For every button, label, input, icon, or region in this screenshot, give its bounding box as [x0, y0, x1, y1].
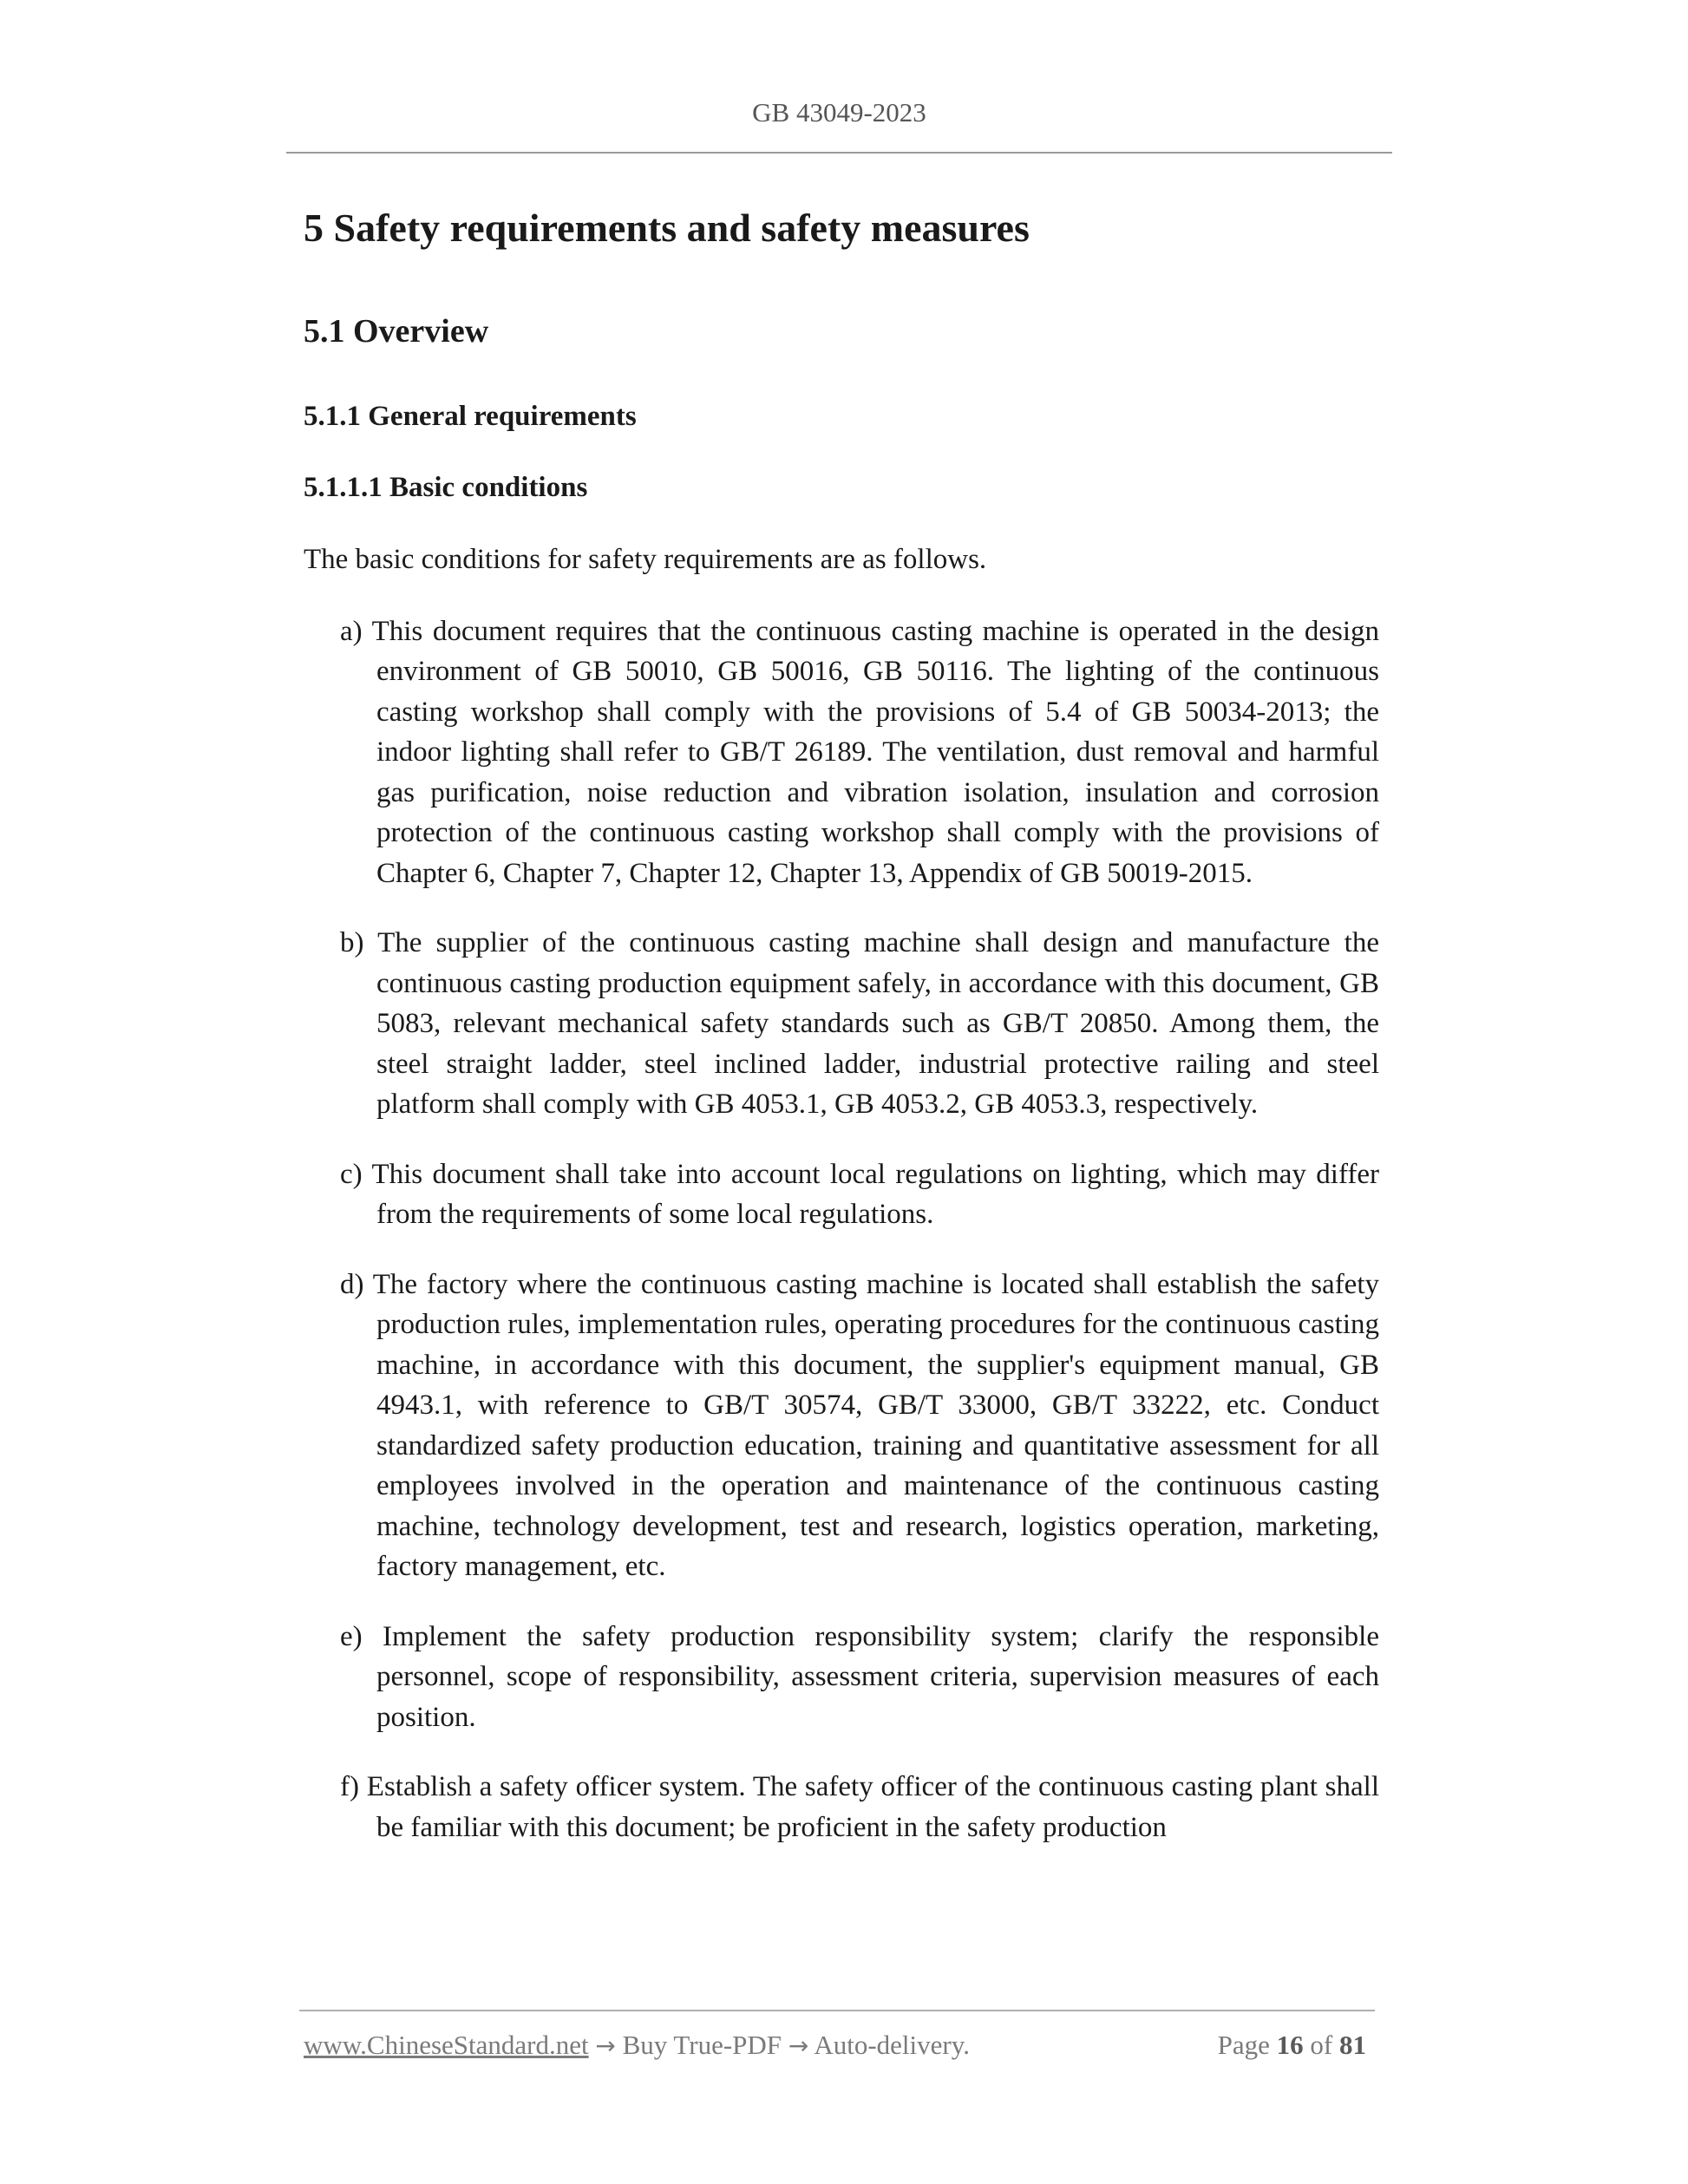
list-item-text: This document shall take into account local regulations on lighting, which may differ from the requirements of some local regulations. [371, 1158, 1379, 1230]
list-item-text: The factory where the continuous casting machine is located shall establish the safety production rules, implementation rules, operating procedures for the continuous casting machine, in accordance with this document, the supplier's equipment manual, GB 4943.1, with reference to GB/T 30574, GB/T 33000, GB/T 33222, etc. Conduct standardized safety production education, training and quantitative assessment for all employees involved in the operation and maintenance of the continuous casting machine, technology development, test and research, logistics operation, marketing, factory management, etc. [372, 1268, 1379, 1582]
list-item-text: Implement the safety production responsibility system; clarify the responsible personnel, scope of responsibility, assessment criteria, supervision measures of each position. [376, 1620, 1379, 1733]
footer-divider [299, 2010, 1375, 2011]
list-marker: a) [340, 615, 363, 647]
requirements-list [304, 611, 1379, 1848]
arrow-right-icon: → [595, 2031, 616, 2060]
total-pages: 81 [1339, 2030, 1366, 2060]
section-title: 5 Safety requirements and safety measures [304, 206, 1030, 250]
list-item-text: This document requires that the continuous casting machine is operated in the design environment of GB 50010, GB 50016, GB 50116. The lighting of the continuous casting workshop shall comply with the provisions of 5.4 of GB 50034-2013; the indoor lighting shall refer to GB/T 26189. The ventilation, dust removal and harmful gas purification, noise reduction and vibration isolation, insulation and corrosion protection of the continuous casting workshop shall comply with the provisions of Chapter 6, Chapter 7, Chapter 12, Chapter 13, Appendix of GB 50019-2015. [371, 615, 1379, 889]
subclause-title: 5.1.1.1 Basic conditions [304, 472, 588, 503]
page-indicator [1218, 2030, 1366, 2061]
list-item-text: Establish a safety officer system. The safety officer of the continuous casting plant shall be familiar with this document; be proficient in the safety production [366, 1771, 1379, 1843]
buy-text: Buy True-PDF [622, 2030, 782, 2060]
list-item [304, 611, 1379, 894]
page-content [304, 198, 1379, 1877]
header-divider [286, 152, 1392, 154]
list-marker: e) [340, 1620, 363, 1652]
list-item-text: The supplier of the continuous casting machine shall design and manufacture the continuous casting production equipment safely, in accordance with this document, GB 5083, relevant mechanical safety standards such as GB/T 20850. Among them, the steel straight ladder, steel inclined ladder, industrial protective railing and steel platform shall comply with GB 4053.1, GB 4053.2, GB 4053.3, respectively. [376, 927, 1379, 1120]
document-id-header: GB 43049-2023 [752, 97, 926, 128]
subsection-title: 5.1 Overview [304, 313, 489, 350]
delivery-text: Auto-delivery. [814, 2030, 970, 2060]
list-item [304, 1767, 1379, 1847]
list-marker: f) [340, 1771, 359, 1802]
arrow-right-icon: → [788, 2031, 809, 2060]
list-item [304, 1617, 1379, 1738]
list-marker: d) [340, 1268, 364, 1300]
clause-title: 5.1.1 General requirements [304, 401, 637, 432]
list-marker: c) [340, 1158, 363, 1190]
page-footer [304, 2030, 1366, 2061]
list-marker: b) [340, 927, 364, 958]
site-link[interactable]: www.ChineseStandard.net [304, 2030, 589, 2060]
intro-paragraph: The basic conditions for safety requirements are as follows. [304, 544, 987, 575]
list-item [304, 1265, 1379, 1587]
footer-promo [304, 2030, 970, 2061]
of-label: of [1310, 2030, 1333, 2060]
list-item [304, 1154, 1379, 1235]
list-item [304, 923, 1379, 1125]
page-label: Page [1217, 2030, 1270, 2060]
page-number: 16 [1276, 2030, 1304, 2060]
